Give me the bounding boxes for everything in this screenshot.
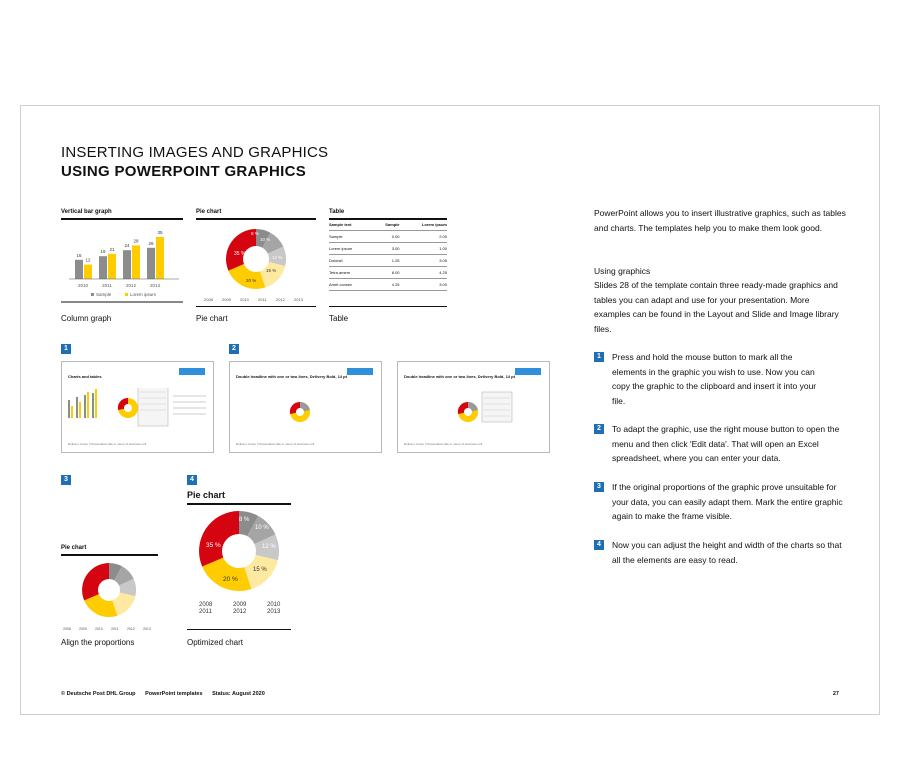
thumb-graphics	[438, 390, 538, 435]
thumb-title: Double headline with one or two lines, Delivery Bold, 14 pt	[404, 374, 515, 379]
pie-label-35: 35 %	[234, 251, 246, 257]
footer-copyright: © Deutsche Post DHL Group	[61, 691, 136, 697]
opt-pie-label: 8 %	[239, 517, 250, 523]
pie-label-10: 10 %	[260, 237, 271, 242]
instruction-badge: 3	[594, 482, 604, 492]
step-badge-2: 2	[229, 344, 239, 354]
table-title: Table	[329, 209, 345, 215]
intro-paragraph: PowerPoint allows you to insert illustrative graphics, such as tables and charts. The templates help you to make them look good.	[594, 208, 846, 233]
align-legend-item: 2009	[79, 627, 87, 631]
opt-legend-item: 2012	[233, 609, 247, 614]
legend-swatch	[125, 293, 128, 296]
instruction-text: Now you can adjust the height and width of the charts so that all the elements are easy to read.	[612, 540, 842, 565]
opt-pie-label: 10 %	[255, 525, 269, 531]
table-row	[329, 267, 447, 279]
optimized-chart-rule	[187, 503, 291, 505]
pie-legend-2009: 2009	[222, 297, 231, 302]
page-number: 27	[832, 691, 839, 697]
align-chart-title: Pie chart	[61, 545, 87, 551]
table-caption: Table	[329, 314, 349, 323]
align-legend-item: 2011	[111, 627, 119, 631]
table-cell: 1.00	[400, 243, 447, 255]
thumb-graphics	[68, 388, 208, 433]
optimized-caption: Optimized chart	[187, 638, 244, 647]
pie-chart-rule	[196, 218, 316, 220]
page-footer	[61, 691, 273, 697]
bar-2010-0	[75, 260, 83, 279]
instruction-text: Press and hold the mouse button to mark all the elements in the graphic you wish to use. Now you can copy the graphic to the clipboard and insert it into your file.	[612, 352, 817, 406]
table-cell: 4.25	[373, 279, 400, 291]
table-cell: 8.00	[373, 267, 400, 279]
thumb-button	[179, 368, 205, 375]
instruction-step-1	[594, 350, 854, 410]
bar-value-label: 26	[148, 240, 154, 246]
column-graph-rule	[61, 218, 183, 220]
footer-status: Status: August 2020	[212, 691, 265, 697]
bar-value-label: 35	[157, 230, 163, 235]
pie-legend-2013: 2013	[294, 297, 303, 302]
instruction-step-4	[594, 538, 854, 570]
bar-2012-0	[123, 250, 131, 279]
align-legend-item: 2008	[63, 627, 71, 631]
bar-value-label: 21	[109, 246, 115, 252]
optimized-chart-title: Pie chart	[187, 490, 226, 500]
opt-pie-label: 20 %	[223, 576, 238, 583]
opt-pie-label: 15 %	[253, 567, 267, 573]
table-cell: 0.00	[373, 231, 400, 243]
slide-thumbnail-3	[397, 361, 550, 453]
sample-table	[329, 219, 447, 291]
bar-2013-1	[156, 237, 164, 279]
column-graph-title: Vertical bar graph	[61, 209, 112, 215]
pie-legend-2008: 2008	[204, 297, 213, 302]
thumb-graphics	[270, 392, 350, 432]
thumb-title: Double headline with one or two lines, Delivery Bold, 14 pt	[236, 374, 347, 379]
table-cell: Amet consec	[329, 279, 373, 291]
table-header-cell: Sample	[373, 219, 400, 231]
thumb-footer: Delivery Group | Presentation title or name of business unit	[404, 442, 483, 446]
instruction-badge: 1	[594, 352, 604, 362]
instruction-text: To adapt the graphic, use the right mouse button to open the menu and then click 'Edit data'. That will open an Excel spreadsheet, where you can enter your data.	[612, 424, 840, 463]
align-legend-item: 2010	[95, 627, 103, 631]
align-legend-item: 2013	[143, 627, 151, 631]
table-row	[329, 243, 447, 255]
table-cell: 4.25	[400, 267, 447, 279]
document-page	[20, 105, 880, 715]
optimized-bottom-rule	[187, 629, 291, 630]
align-chart-rule	[61, 554, 158, 556]
table-row	[329, 279, 447, 291]
opt-legend-item: 2010	[267, 602, 281, 608]
thumb-button	[515, 368, 541, 375]
column-graph-caption: Column graph	[61, 314, 112, 323]
footer-document: PowerPoint templates	[145, 691, 203, 697]
table-header-row	[329, 219, 447, 231]
table-cell: Dolorsit	[329, 255, 373, 267]
table-header-cell: Sample text	[329, 219, 373, 231]
x-tick-label: 2012	[125, 283, 137, 288]
table-cell: Lorem ipsum	[329, 243, 373, 255]
thumb-footer: Delivery Group | Presentation title or name of business unit	[68, 442, 147, 446]
table-cell: Tetra amem	[329, 267, 373, 279]
pie-chart-small	[196, 221, 316, 306]
table-bottom-rule	[329, 306, 447, 307]
legend-swatch	[91, 293, 94, 296]
opt-pie-label: 35 %	[206, 542, 221, 549]
bar-value-label: 16	[76, 252, 82, 258]
instruction-badge: 2	[594, 424, 604, 434]
thumb-footer: Delivery Group | Presentation title or name of business unit	[236, 442, 315, 446]
instruction-badge: 4	[594, 540, 604, 550]
bar-2012-1	[132, 245, 140, 279]
table-row	[329, 255, 447, 267]
thumb-title: Charts and tables	[68, 374, 102, 379]
step-badge-3: 3	[61, 475, 71, 485]
optimized-pie-chart	[187, 506, 297, 614]
slide-thumbnail-2	[229, 361, 382, 453]
page-title-line1: INSERTING IMAGES AND GRAPHICS	[61, 144, 329, 161]
opt-legend-item: 2008	[199, 602, 213, 608]
using-graphics-heading: Using graphics	[594, 266, 651, 276]
table-cell: 1.25	[373, 255, 400, 267]
align-pie-chart	[61, 558, 158, 632]
pie-chart-bottom-rule	[196, 306, 316, 307]
bar-2010-1	[84, 265, 92, 279]
pie-legend-2012: 2012	[276, 297, 285, 302]
align-legend-item: 2012	[127, 627, 135, 631]
slide-thumbnail-1	[61, 361, 214, 453]
pie-legend-2011: 2011	[258, 297, 267, 302]
pie-label-12: 12 %	[272, 255, 283, 260]
x-tick-label: 2013	[149, 283, 161, 288]
table-cell: 3.05	[400, 255, 447, 267]
step-badge-4: 4	[187, 475, 197, 485]
table-row	[329, 231, 447, 243]
bar-2013-0	[147, 248, 155, 279]
legend-label: Sample	[96, 292, 112, 297]
align-caption: Align the proportions	[61, 638, 135, 647]
using-graphics-paragraph: Slides 28 of the template contain three ready-made graphics and tables you can adapt and use for your presentation. More examples can be found in the Layout and Slide and Image library files.	[594, 280, 839, 334]
pie-label-15: 15 %	[266, 268, 277, 273]
bar-value-label: 12	[85, 257, 91, 263]
bar-2011-0	[99, 256, 107, 279]
opt-legend-item: 2009	[233, 602, 247, 608]
column-chart	[61, 221, 183, 303]
opt-legend-item: 2013	[267, 609, 281, 614]
bar-value-label: 19	[100, 249, 106, 255]
pie-chart-title: Pie chart	[196, 209, 222, 215]
step-badge-1: 1	[61, 344, 71, 354]
bar-value-label: 24	[124, 243, 130, 249]
table-cell: Sample	[329, 231, 373, 243]
pie-label-20: 20 %	[246, 278, 257, 283]
bar-value-label: 28	[133, 238, 139, 244]
opt-pie-label: 12 %	[262, 544, 276, 550]
pie-label-8: 8 %	[251, 231, 259, 236]
table-cell: 3.00	[400, 279, 447, 291]
x-tick-label: 2010	[77, 283, 89, 288]
table-cell: 2.00	[400, 231, 447, 243]
instruction-step-3	[594, 480, 854, 525]
pie-chart-caption: Pie chart	[196, 314, 228, 323]
bar-2011-1	[108, 254, 116, 279]
instruction-text: If the original proportions of the graphic prove unsuitable for your data, you can easily adapt them. Mark the entire graphic again to make the frame visible.	[612, 482, 843, 521]
thumb-button	[347, 368, 373, 375]
table-cell: 3.00	[373, 243, 400, 255]
legend-label: Lorem ipsum	[130, 292, 157, 297]
x-tick-label: 2011	[102, 283, 112, 288]
opt-legend-item: 2011	[199, 609, 212, 614]
pie-legend-2010: 2010	[240, 297, 249, 302]
instruction-step-2	[594, 422, 854, 467]
page-title-line2: USING POWERPOINT GRAPHICS	[61, 163, 307, 180]
table-header-cell: Lorem ipsum	[400, 219, 447, 231]
